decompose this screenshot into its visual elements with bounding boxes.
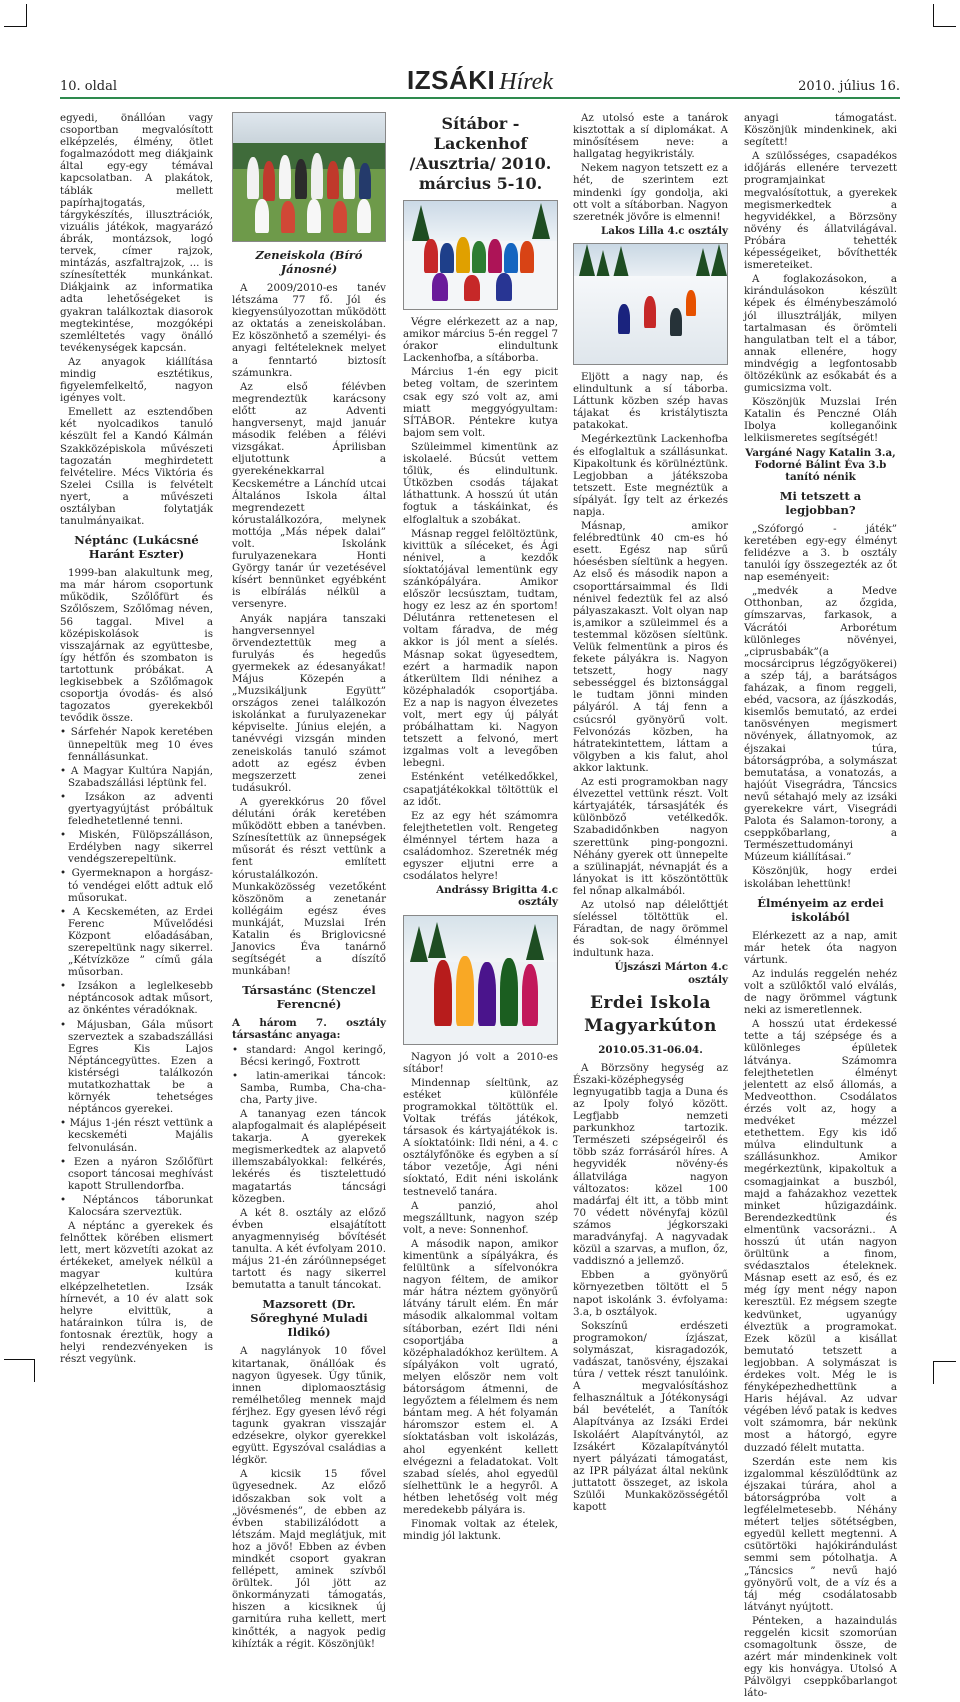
bullet-item: • A Magyar Kultúra Napján, Szabadszállási léptünk fel. bbox=[60, 764, 213, 789]
bullet-item: • standard: Angol keringő, Bécsi keringő, Foxtrott bbox=[232, 1043, 386, 1068]
column-5 bbox=[744, 112, 897, 1702]
col5-paragraph: A szülősséges, csapadékos időjárás ellenére tervezett programjainkat megvalósítottuk, a gyerekek megismerkedtek a hegyvidékkel, a Börzsöny növény és állatvilágával. Próbára tehették képességeiket, bővíthették ismereteiket. bbox=[744, 150, 897, 272]
photo-costumed-kids bbox=[403, 915, 558, 1045]
col2-paragraph: A nagylányok 10 fővel kitartanak, önállóak és nagyon ügyesek. Úgy tűnik, innen diplomaosztásig remélhetőleg mennek majd férjhez. Egy gyesen lévő régi tagunk gyakran visszajár edzésekre, olykor gyerekkel együtt. Egyszóval családias a légkör. bbox=[232, 1345, 386, 1467]
crop-mark-top-left bbox=[4, 4, 27, 27]
masthead bbox=[60, 65, 900, 96]
col4-paragraph: Megérkeztünk Lackenhofba és elfoglaltuk a szállásunkat. Kipakoltunk és körülnéztünk. Legjobban a játékszoba tetszett. Este megnéztük a sípályát. Így telt az érkezés napja. bbox=[573, 433, 728, 518]
masthead-sub: Hírek bbox=[499, 69, 553, 95]
signature-ujszaszi: Újszászi Márton 4.c osztály bbox=[614, 961, 728, 986]
col3-paragraph: Finomak voltak az ételek, mindig jól laktunk. bbox=[403, 1518, 558, 1543]
col3-paragraph: Másnap reggel felöltöztünk, kivittük a síléceket, és Ági nénivel, a kezdők síoktatójával lementünk egy szánkópályára. Amikor először lecsúsztam, tudtam, hogy ez lesz az én sportom! Délutánra rettenetesen el voltam fáradva, de még akkor is jól ment a síelés. Másnap sokat ügyesedtem, ezért a harmadik napon átkerültem Ildi nénihez a középhaladók csoportjába. Ez a nap is nagyon élvezetes volt, mert egy új pályát próbálhattam ki. Nagyon tetszett a felvonó, mert izgalmas volt a levegőben lebegni. bbox=[403, 527, 558, 770]
photo-ski-slope bbox=[573, 243, 728, 365]
bullet-item: • Május 1-jén részt vettünk a kecskeméti Majális felvonulásán. bbox=[60, 1117, 213, 1154]
col5-paragraph: Pénteken, a hazaindulás reggelén kicsit szomorúan csomagoltunk össze, de azért már mindenkinek volt egy kis honvágya. Utolsó A Pálvölgyi cseppkőbarlangot láto- bbox=[744, 1614, 897, 1700]
section-title-zeneiskola: Zeneiskola (Bíró Jánosné) bbox=[255, 248, 363, 276]
col5-paragraph: Köszönjük Muzslai Irén Katalin és Penczné Oláh Ibolya kolleganőink lelkiismeretes segítségét! bbox=[744, 396, 897, 445]
header-rule bbox=[60, 97, 900, 99]
signature-lakos: Lakos Lilla 4.c osztály bbox=[601, 224, 728, 237]
col1-paragraph: 1999-ban alakultunk meg, ma már három csoportunk működik, Szőlőfürt és Szőlőszem, Szőlőmag néven, 56 taggal. Mivel a középiskolások is visszajárnak az együttesbe, így hétfőn és szombaton is tartottunk próbákat. A legkisebbek a Szőlőmagok csoportja óvodás- és alsó tagozatos gyerekekből tevődik össze. bbox=[60, 567, 213, 725]
col2-paragraph: A kicsik 15 fővel ügyesednek. Az előző időszakban sok volt a „jövésmenés”, de ebben az évben stabilizálódott a létszám. Majd meglátjuk, mit hoz a jövő! Ebben az évben mindkét csoport gyakran fellépett, aminek szívből örültek. Jól jött az önkormányzati támogatás, hiszen a kicsiknek új garnitúra ruha kellett, mert kinőtték, a nagyok pedig kihízták a régit. Köszönjük! bbox=[232, 1468, 386, 1650]
col1-paragraph: Az anyagok kiállítása mindig esztétikus, figyelemfelkeltő, nagyon igényes volt. bbox=[60, 355, 213, 405]
crop-mark-bottom-left bbox=[4, 1359, 35, 1382]
section-title-mazsorett: Mazsorett (Dr. Sőreghyné Muladi Ildikó) bbox=[250, 1297, 368, 1340]
crop-mark-top-right bbox=[933, 4, 956, 27]
article-title-erdei-iskola: Erdei Iskola Magyarkúton bbox=[584, 992, 717, 1036]
col4-paragraph: Az utolsó este a tanárok kisztottak a sí diplomákat. A minősítésem neve: a hallgatag hegyikristály. bbox=[573, 112, 728, 161]
col5-paragraph: „medvék a Medve Otthonban, az őzgida, gímszarvas, farkasok, a Vácrátói Arborétum különleges növényei, „ciprusbabák”(a mocsárciprus légzőgyökerei) a szép táj, a barátságos faházak, a finom reggeli, ebéd, vacsora, az íjászkodás, kisemlős bemutató, az erdei tanösvényen megismert növények, állatnyomok, az éjszakai túra, bátorságpróba, a solymászat bemutatása, a vonatozás, a hajóút Visegrádra, Táncsics nevű sétahajó mely az izsáki gyerekekre várt, Visegrádi Palota és Salamon-torony, a cseppkőbarlang, a Természettudományi Múzeum kiállításai.” bbox=[744, 585, 897, 864]
page-header bbox=[60, 65, 900, 95]
col1-paragraph: egyedi, önállóan vagy csoportban megvalósított elképzelés, élmény, ötlet fogalmazódott meg diákjaink által egy-egy témával kapcsolatban. A plakátok, táblák mellett papírhajtogatás, tárgykészítés, illusztrációk, vizuális játékok, magyarázó ábrák, montázsok, logó tervek, címer rajzok, mintázás, aszfaltrajzok, ... is színesítették munkánkat. Diákjaink az informatika adta lehetőségeket is gyakran találkoztak diasorok megtekintése, mozgóképi szemléltetés vagy önálló tevékenységek kapcsán. bbox=[60, 112, 213, 354]
masthead-main: IZSÁKI bbox=[407, 65, 496, 95]
bullet-item: • Sárfehér Napok keretében ünnepeltük meg 10 éves fennállásunkat. bbox=[60, 726, 213, 763]
signature-vargane-fodorne: Vargáné Nagy Katalin 3.a, Fodorné Bálint Éva 3.b tanító nénik bbox=[745, 446, 896, 483]
bullet-item: • Májusban, Gála műsort szerveztek a szabadszállási Egres Kis Lajos Néptáncegyüttes. Ezen a kistérségi találkozón mutatkozhattak be a környék tehetséges néptáncos gyerekei. bbox=[60, 1018, 213, 1116]
col3-paragraph: Esténként vetélkedőkkel, csapatjátékokkal töltöttük el az időt. bbox=[403, 771, 558, 808]
bullet-item: • latin-amerikai táncok: Samba, Rumba, Cha-cha-cha, Party jive. bbox=[232, 1069, 386, 1106]
column-4 bbox=[573, 112, 728, 1515]
col5-paragraph: Elérkezett az a nap, amit már hetek óta nagyon vártunk. bbox=[744, 929, 897, 966]
col2-paragraph: A két 8. osztály az előző évben elsajátított anyagmennyiség bővítését tanulta. A két évfolyam 2010. május 21-én záróünnepséget tartott és nagy sikerrel bemutatta a tanult táncokat. bbox=[232, 1206, 386, 1292]
col3-paragraph: Szüleimmel kimentünk az iskolaelé. Búcsút vettem tőlük, és elindultunk. Útközben csodás tájakat láthattunk. A hosszú út után fogtuk a táskáinkat, és elfoglaltuk a szobákat. bbox=[403, 440, 558, 526]
article-title-sitabor: Sítábor - Lackenhof /Ausztria/ 2010. március 5-10. bbox=[409, 114, 552, 193]
section-title-elmenyeim: Élményeim az erdei iskolából bbox=[757, 895, 884, 924]
col4-paragraph: Sokszínű erdészeti programokon/ ízjászat, solymászat, kisragadozók, vadászat, tanösvény, éjszakai túra / vettek részt tanulóink. A megvalósításhoz felhasználtuk a Jótékonysági bál bevételét, a Tanítók Alapítványa az Izsáki Erdei Iskoláért Alapítványtól, az Izsákért Közalapítványtól nyert pályázati támogatást, az IPR pályázat által nekünk juttatott összeget, az iskola Szülői Munkaközösségétől kapott bbox=[573, 1319, 728, 1514]
bullet-item: • Néptáncos táborunkat Kalocsára szerveztük. bbox=[60, 1193, 213, 1218]
col4-paragraph: Az esti programokban nagy élvezettel vettünk részt. Volt kártyajáték, társasjáték és különböző vetélkedők. Szabadidőnkben nagyon szerettünk ping-pongozni. Néhány gyerek ott ünnepelte a szülinapját, névnapját és a lányokat is itt köszöntöttük fel nőnap alkalmából. bbox=[573, 776, 728, 897]
bullet-item: • Izsákon a leglelkesebb néptáncosok adtak műsort, az önkéntes véradóknak. bbox=[60, 980, 213, 1017]
col2-paragraph: A tananyag ezen táncok alapfogalmait és alaplépéseit takarja. A gyerekek megismerkedtek az alapvető illemszabályokkal: felkérés, lekérés és tisztelettudó magatartás táncsági közegben. bbox=[232, 1108, 386, 1205]
col2-paragraph: A gyerekkórus 20 fővel délutáni órák keretében működött ebben a tanévben. Színesítettük az ünnepségek műsorát és részt vettünk a fent említett kórustalálkozón. Munkaközösség vezetőként köszönöm a zenetanár kollégáim egész éves munkáját, Muzslai Irén Katalin és Briglovicsné Janovics Éva tanárnő segítségét a díszítő munkában! bbox=[232, 795, 386, 978]
col3-paragraph: Ez az egy hét számomra felejthetetlen volt. Rengeteg élménnyel tértem haza a családomhoz. Szeretnék még egyszer eljutni erre a csodálatos helyre! bbox=[403, 809, 558, 883]
crop-mark-bottom-right bbox=[933, 1361, 956, 1384]
bullet-item: • Ezen a nyáron Szőlőfürt csoport táncosai meghívást kapott Strullendorfba. bbox=[60, 1155, 213, 1192]
col4-paragraph: Az utolsó nap délelőttjét síeléssel töltöttük el. Fáradtan, de nagy örömmel és sok-sok élménnyel indultunk haza. bbox=[573, 898, 728, 960]
column-3 bbox=[403, 112, 558, 1544]
section-title-tarsastanc: Társastánc (Stenczel Ferencné) bbox=[242, 983, 376, 1012]
page-number: 10. oldal bbox=[60, 79, 118, 94]
signature-andrassy: Andrássy Brigitta 4.c osztály bbox=[436, 884, 558, 909]
bullet-item: • Izsákon az adventi gyertyagyújtást próbáltuk feledhetetlenné tenni. bbox=[60, 790, 213, 828]
col5-paragraph: Köszönjük, hogy erdei iskolában lehettünk! bbox=[744, 865, 897, 890]
col1-paragraph: Emellett az esztendőben két nyolcadikos tanuló készült fel a Kandó Kálmán Szakközépiskola művészeti tagozatán meghirdetett felvételire. Mécs Viktória és Szelei Csilla is felvételt nyert, a művészeti osztályban folytatják tanulmányaikat. bbox=[60, 406, 213, 528]
bullet-item: • Miskén, Fülöpszálláson, Erdélyben nagy sikerrel vendégszerepeltünk. bbox=[60, 829, 213, 866]
col5-paragraph: A foglakozásokon, a kirándulásokon készült képek és élménybeszámoló jól illusztrálják, milyen tartalmasan és örömteli hangulatban telt el a tábor, annak ellenére, hogy mindvégig a legfontosabb öltözékünk az esőkabát és a gumicsizma volt. bbox=[744, 273, 897, 395]
bullet-item: • A Kecskeméten, az Erdei Ferenc Művelődési Központ előadásában, szerepeltünk nagy sikerrel. „Kétvízköze ” című gála műsorban. bbox=[60, 905, 213, 979]
col3-paragraph: Mindennap síeltünk, az estéket különféle programokkal töltöttük el. Voltak tréfás játékok, társasok és kártyajátékok is. A síoktatóink: Ildi néni, a 4. c osztályfőnöke és egyben a sí tábor vezetője, Ági néni síoktató, Edit néni iskolánk testnevelő tanára. bbox=[403, 1076, 558, 1198]
issue-date: 2010. július 16. bbox=[798, 79, 900, 94]
col4-paragraph: Eljött a nagy nap, és elindultunk a sí táborba. Láttunk közben szép havas tájakat és kristálytiszta patakokat. bbox=[573, 370, 728, 432]
col4-paragraph: Másnap, amikor felébredtünk 40 cm-es hó esett. Egész nap sűrű hóesésben síeltünk a hegyen. Az első és második napon a csoporttársaimmal és Ildi nénivel fedeztük fel az alsó pályaszakaszt. Volt olyan nap is,amikor a szüleimmel és a testemmal közösen síeltünk. Velük felmentünk a piros és fekete pályákra is. Nagyon tetszett, hogy nagy sebességgel és biztonsággal le tudtam jönni minden pályáról. A táj fenn a csúcsról gyönyörű volt. Felvonózás közben, ha hátratekintettem, láttam a völgyben a kis falut, ahol akkor laktunk. bbox=[573, 520, 728, 774]
photo-folk-dancers bbox=[232, 112, 386, 242]
col2-paragraph: A három 7. osztály társastánc anyaga: bbox=[232, 1017, 386, 1042]
col3-paragraph: Végre elérkezett az a nap, amikor március 5-én reggel 7 órakor elindultunk Lackenhofba, a sítáborba. bbox=[403, 316, 558, 365]
col2-paragraph: Az első félévben megrendeztük karácsony előtt az Adventi hangversenyt, majd január második felében a félévi vizsgákat. Áprilisban eljutottunk a gyerekénekkarral Kecskemétre a Lánchíd utcai Általános Iskola által megrendezett kórustalálkozóra, melynek mottója „Más népek dalai” volt. Iskolánk furulyazenekara Honti György tanár úr vezetésével kísért bennünket egyébként is elbírálás nélkül a versenyre. bbox=[232, 380, 386, 611]
col3-paragraph: A panzió, ahol megszálltunk, nagyon szép volt, a neve: Sonnenhof. bbox=[403, 1199, 558, 1236]
col3-paragraph: Nagyon jó volt a 2010-es sítábor! bbox=[403, 1050, 558, 1075]
col4-paragraph: Ebben a gyönyörű környezetben töltött el 5 napot iskolánk 3. évfolyama: 3.a, b osztályok. bbox=[573, 1269, 728, 1318]
col5-paragraph: A hosszú utat érdekessé tette a táj szépsége és a különleges épületek látványa. Számomra felejthetetlen élményt jelentett az első állomás, a Medveotthon. Csodálatos érzés volt az, hogy a medvéket mézzel etethettem. Egy kis idő múlva elindultunk a szállásunkhoz. Amikor megérkeztünk, kipakoltuk a csomagjainkat a buszból, majd a faházakhoz vezettek minket hűzigazdáink. Berendezkedtünk és elmentünk vacsorázni.. A hosszú út után nagyon örültünk a finom, svédasztalos ételeknek. Másnap esett az eső, és ez még így ment négy napon keresztül. Ez mégsem szegte kedvünket, ugyanúgy élveztük a programokat. Ezek közül a kisállat bemutató tetszett a legjobban. A solymászat is érdekes volt. Még le is fényképezhedhettünk a Haris héjával. Az udvar végében lévő patak is kedves volt számomra, bár nekünk most a hátorgó, egyre duzzadó félelt mutatta. bbox=[744, 1018, 897, 1454]
col5-paragraph: Szerdán este nem kis izgalommal készülődtünk az éjszakai túrára, ahol a bátorságpróba volt a legfélelmetesebb. Néhány métert teljes sötétségben, egyedül kellett megtenni. A csütörtöki hajókirándulást semmi sem pótolhatja. A „Táncsics ” nevű hajó gyönyörű volt, de a víz és a táj még csodálatosabb látványt nyújtott. bbox=[744, 1455, 897, 1613]
col5-paragraph: Az indulás reggelén nehéz volt a szülőktől való elválás, de nagy örömmel vágtunk neki az ismeretlennek. bbox=[744, 967, 897, 1017]
column-2 bbox=[232, 112, 386, 1652]
col3-paragraph: Március 1-én egy picit beteg voltam, de szerintem csak egy szó volt az, ami miatt meggyógyultam: SÍTÁBOR. Péntekre kutya bajom sem volt. bbox=[403, 366, 558, 439]
col5-paragraph: anyagi támogatást. Köszönjük mindenkinek, aki segített! bbox=[744, 112, 897, 149]
col2-paragraph: A 2009/2010-es tanév létszáma 77 fő. Jól és kiegyensúlyozottan működött az oktatás a zeneiskolában. Ez köszönhető a személyi- és anyagi feltételeknek melyet a fenntartó biztosít számunkra. bbox=[232, 282, 386, 379]
bullet-item: • Gyermeknapon a horgász-tó vendégei előtt adtuk elő műsorukat. bbox=[60, 867, 213, 904]
col4-paragraph: A Börzsöny hegység az Északi-középhegység legnyugatibb tagja a Duna és az Ipoly folyó között. Legfjabb nemzeti parkunkhoz tartozik. Természeti szépségeiről és több száz forrásáról híres. A hegyvidék növény-és állatvilága nagyon változatos: közel 100 madárfaj élt itt, a több mint 70 védett növényfaj közül számos jégkorszaki maradványfaj. A nagyvadak közül a szarvas, a muflon, őz, vaddisznó a jellemző. bbox=[573, 1061, 728, 1268]
col1-paragraph: A néptánc a gyerekek és felnőttek körében elismert lett, mert közvetíti azokat az értékeket, amelyek nélkül a magyar kultúra elképzelhetetlen. Izsák hírnevét, a 10 év alatt sok helyre elvittük, a határainkon túlra is, de fontosnak éreztük, hogy a helyi rendezvényeken is részt vegyünk. bbox=[60, 1220, 213, 1366]
col3-paragraph: A második napon, amikor kimentünk a sípályákra, és felültünk a sífelvonókra nagyon féltem, de amikor már hátra néztem gyönyörű látvány tárult elém. Én már második alkalommal voltam sítáborban, ezért Ildi néni csoportjába a középhaladókhoz kerültem. A sípályákon volt ugrató, melyen először nem volt bátorságom átmenni, de legyőztem a félelmem és nem bántam meg. A hét folyamán háromszor estem el. A síoktatásban volt iskolázás, ahol egyenként kellett elvégezni a feladatokat. Volt szabad síelés, ahol egyedül síelhettünk le a hegyről. A hétben lehetőség volt még meredekebb pályára is. bbox=[403, 1237, 558, 1516]
column-1 bbox=[60, 112, 213, 1367]
col5-paragraph: „Szóforgó - játék” keretében egy-egy élményt felidézve a 3. b osztály tanulói így összegezték az őt nap eseményeit: bbox=[744, 522, 897, 584]
section-title-mi-tetszett: Mi tetszett a legjobban? bbox=[779, 488, 862, 517]
col2-paragraph: Anyák napjára tanszaki hangversennyel örvendeztettük meg a furulyás és hegedűs gyermekek az édesanyákat! Május Közepén a „Muzsikáljunk Együtt” országos zenei találkozón iskolánkat a furulyazenekar képviselte. Június elején, a tanévvégi vizsgán minden zeneiskolás tanuló számot adott az egész évben megszerzett zenei tudásukról. bbox=[232, 612, 386, 794]
erdei-iskola-date: 2010.05.31-06.04. bbox=[598, 1043, 703, 1056]
photo-ski-group bbox=[403, 200, 558, 310]
col4-paragraph: Nekem nagyon tetszett ez a hét, de szerintem ezt mindenki így gondolja, aki ott volt a sítáborban. Nagyon szeretnék jövőre is elmenni! bbox=[573, 162, 728, 223]
section-title-neptanc: Néptánc (Lukácsné Haránt Eszter) bbox=[74, 533, 199, 562]
